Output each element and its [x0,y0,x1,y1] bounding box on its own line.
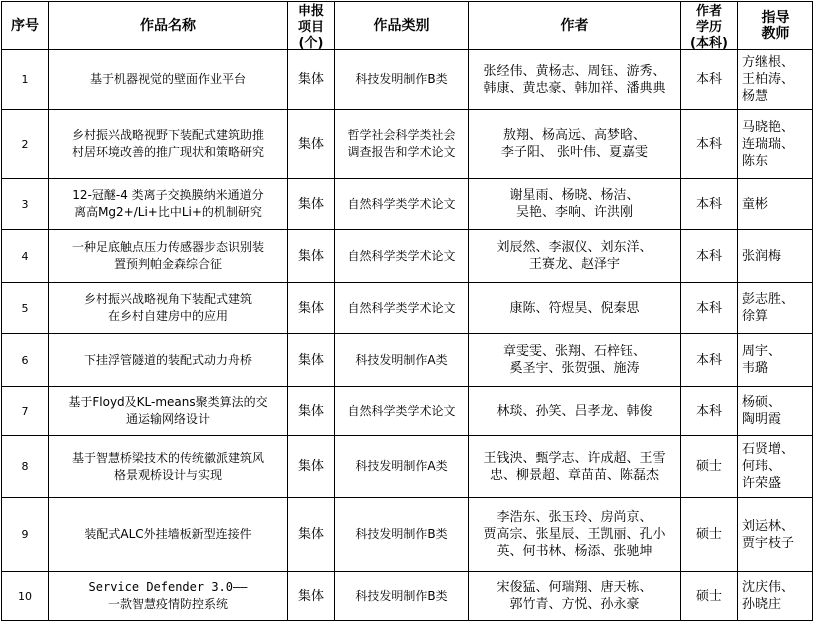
authors: 李浩东、张玉玲、房尚京、 贾高宗、张星辰、王凯丽、孔小 英、何书林、杨添、张驰坤 [483,510,666,559]
author-degree: 本科 [695,72,722,87]
work-category-cell [335,387,468,435]
author-degree: 本科 [695,196,722,212]
work-title-cell [49,283,287,333]
advisor-cell [738,179,813,229]
serial-number-cell [2,230,48,282]
author-degree-cell [681,179,737,229]
work-title-cell [49,498,287,571]
work-category: 科技发明制作A类 [355,352,448,367]
column-divider [1,1,2,620]
serial-number: 6 [21,353,29,367]
row-divider [1,178,813,179]
advisor-cell [738,436,813,497]
serial-number: 2 [21,137,29,151]
work-category-cell [335,230,468,282]
author-degree-cell [681,283,737,333]
authors-cell [469,179,680,229]
entry-type-cell [288,436,334,497]
authors-cell [469,572,680,620]
work-title: 基于智慧桥梁技术的传统徽派建筑风 格景观桥设计与实现 [71,450,264,482]
authors-cell [469,110,680,178]
authors: 谢星雨、杨晓、杨洁、 吴艳、李响、许洪刚 [509,188,640,220]
row-divider [1,282,813,283]
advisor-cell [738,110,813,178]
author-degree-cell [681,387,737,435]
advisor-cell [738,283,813,333]
entry-type-cell [288,50,334,109]
work-title-cell [49,436,287,497]
entry-type: 集体 [297,588,324,604]
serial-number: 8 [21,460,29,473]
serial-number: 7 [21,404,29,418]
work-category-cell [335,50,468,109]
work-category: 哲学社会科学类社会 调查报告和学术论文 [347,128,456,159]
advisor-cell [738,334,813,386]
entry-type-cell [288,572,334,620]
serial-number-cell [2,436,48,497]
work-category: 科技发明制作B类 [355,72,448,86]
entry-type: 集体 [297,300,324,316]
work-category-cell [335,572,468,620]
entry-type: 集体 [297,196,324,212]
serial-number-cell [2,179,48,229]
advisor-cell [738,498,813,571]
serial-number-cell [2,498,48,571]
work-category: 自然科学类学术论文 [347,196,456,211]
header-authors: 作者 [560,17,589,34]
row-divider [1,1,813,2]
header-advisor: 指导 教师 [761,9,790,42]
column-divider [334,1,335,620]
serial-number-cell [2,572,48,620]
advisor: 石贤增、 何玮、 许荣盛 [742,442,795,491]
advisor: 彭志胜、 徐算 [742,292,795,324]
author-degree: 硕士 [695,527,722,542]
header-advisor-cell [738,2,813,49]
author-degree-cell [681,572,737,620]
header-serial-number-cell [2,2,48,49]
author-degree-cell [681,230,737,282]
column-divider [468,1,469,620]
entry-type-cell [288,230,334,282]
authors: 康陈、符煜昊、倪秦思 [509,300,640,316]
work-title: 一种足底触点压力传感器步态识别装 置预判帕金森综合征 [71,240,264,271]
column-divider [48,1,49,620]
serial-number: 4 [21,249,29,263]
entry-type: 集体 [297,136,324,152]
work-title: 12-冠醚-4 类离子交换膜纳米通道分 离高Mg2+/Li+比中Li+的机制研究 [72,188,264,219]
author-degree-cell [681,50,737,109]
author-degree: 硕士 [695,588,722,604]
work-title: 基于Floyd及KL-means聚类算法的交 通运输网络设计 [68,395,268,426]
work-category-cell [335,334,468,386]
authors: 章雯雯、张翔、石梓钰、 奚圣宇、张贺强、施涛 [502,344,646,376]
serial-number: 5 [21,301,29,315]
authors-cell [469,230,680,282]
entry-type: 集体 [297,459,324,474]
advisor: 方继根、 王柏涛、 杨慧 [742,55,795,104]
serial-number: 3 [21,197,29,211]
authors-cell [469,387,680,435]
work-title: 基于机器视觉的壁面作业平台 [89,72,246,86]
author-degree: 硕士 [695,459,722,474]
author-degree: 本科 [695,352,722,368]
authors: 张经伟、黄杨志、周钰、游秀、 韩康、黄忠豪、韩加祥、潘典典 [483,63,666,96]
entry-type-cell [288,387,334,435]
entry-type: 集体 [297,352,324,368]
work-title: 乡村振兴战略视角下装配式建筑 在乡村自建房中的应用 [83,292,252,323]
work-title-cell [49,179,287,229]
serial-number: 10 [18,589,32,603]
entry-type: 集体 [297,248,324,264]
work-category: 科技发明制作A类 [355,459,448,473]
row-divider [1,571,813,572]
work-title-cell [49,230,287,282]
serial-number-cell [2,50,48,109]
work-title-cell [49,334,287,386]
entry-type: 集体 [297,72,324,87]
work-title-cell [49,50,287,109]
authors-cell [469,334,680,386]
entry-type-cell [288,334,334,386]
header-entry-type-cell [288,2,334,49]
author-degree-cell [681,110,737,178]
author-degree-cell [681,334,737,386]
advisor: 沈庆伟、 孙晓庄 [742,580,795,612]
work-title-cell [49,572,287,620]
work-category: 自然科学类学术论文 [347,300,456,315]
advisor: 童彬 [742,196,769,212]
authors: 敖翔、杨高远、高梦晗、 李子阳、 张叶伟、夏嘉雯 [500,128,649,160]
header-work-category-cell [335,2,468,49]
serial-number: 1 [21,73,29,86]
header-serial-number: 序号 [11,17,39,34]
work-title: Service Defender 3.0—— 一款智慧疫情防控系统 [88,580,248,611]
row-divider [1,497,813,498]
work-category: 自然科学类学术论文 [347,403,456,418]
entry-type: 集体 [297,403,324,419]
header-author-degree-cell [681,2,737,49]
work-category-cell [335,283,468,333]
advisor: 刘运林、 贾宇枝子 [742,518,795,551]
advisor: 周宇、 韦璐 [742,344,782,376]
awards-table [1,1,813,620]
row-divider [1,109,813,110]
row-divider [1,333,813,334]
serial-number: 9 [21,528,29,541]
work-category: 自然科学类学术论文 [347,248,456,263]
advisor-cell [738,387,813,435]
entry-type-cell [288,283,334,333]
authors: 王钱泱、甄学志、许成超、王雪 忠、柳景超、章苗苗、陈磊杰 [483,450,666,483]
work-category-cell [335,110,468,178]
authors-cell [469,498,680,571]
work-category-cell [335,179,468,229]
work-title-cell [49,387,287,435]
entry-type-cell [288,179,334,229]
author-degree: 本科 [695,248,722,264]
row-divider [1,386,813,387]
advisor: 马晓艳、 连瑞瑞、 陈东 [742,119,795,169]
authors-cell [469,283,680,333]
authors-cell [469,50,680,109]
header-work-category: 作品类别 [373,17,430,34]
entry-type-cell [288,110,334,178]
author-degree-cell [681,436,737,497]
advisor: 张润梅 [742,248,782,264]
authors: 刘辰然、李淑仪、刘东洋、 王赛龙、赵泽宇 [496,240,653,272]
work-title: 装配式ALC外挂墙板新型连接件 [84,527,252,541]
author-degree: 本科 [695,403,722,419]
advisor-cell [738,572,813,620]
header-entry-type: 申报 项目 (个) [297,4,324,49]
authors-cell [469,436,680,497]
advisor: 杨硕、 陶明霞 [742,395,782,427]
author-degree: 本科 [695,300,722,316]
advisor-cell [738,50,813,109]
authors: 林琰、孙笑、吕孝龙、韩俊 [496,403,653,419]
work-title: 乡村振兴战略视野下装配式建筑助推 村居环境改善的推广现状和策略研究 [71,128,264,159]
work-title-cell [49,110,287,178]
authors: 宋俊猛、何瑞翔、唐天栋、 郭竹青、方悦、孙永豪 [496,580,653,612]
advisor-cell [738,230,813,282]
entry-type: 集体 [297,527,324,542]
author-degree-cell [681,498,737,571]
header-work-title-cell [49,2,287,49]
row-divider [1,229,813,230]
serial-number-cell [2,387,48,435]
author-degree: 本科 [695,136,722,152]
row-divider [1,49,813,50]
column-divider [737,1,738,620]
work-category: 科技发明制作B类 [355,527,448,541]
header-work-title: 作品名称 [140,17,196,34]
work-category: 科技发明制作B类 [355,588,448,603]
column-divider [812,1,813,620]
work-title: 下挂浮管隧道的装配式动力舟桥 [83,352,252,367]
work-category-cell [335,498,468,571]
work-category-cell [335,436,468,497]
header-authors-cell [469,2,680,49]
serial-number-cell [2,334,48,386]
entry-type-cell [288,498,334,571]
serial-number-cell [2,283,48,333]
column-divider [680,1,681,620]
serial-number-cell [2,110,48,178]
row-divider [1,620,813,621]
header-author-degree: 作者 学历 (本科) [690,4,728,49]
column-divider [287,1,288,620]
row-divider [1,435,813,436]
